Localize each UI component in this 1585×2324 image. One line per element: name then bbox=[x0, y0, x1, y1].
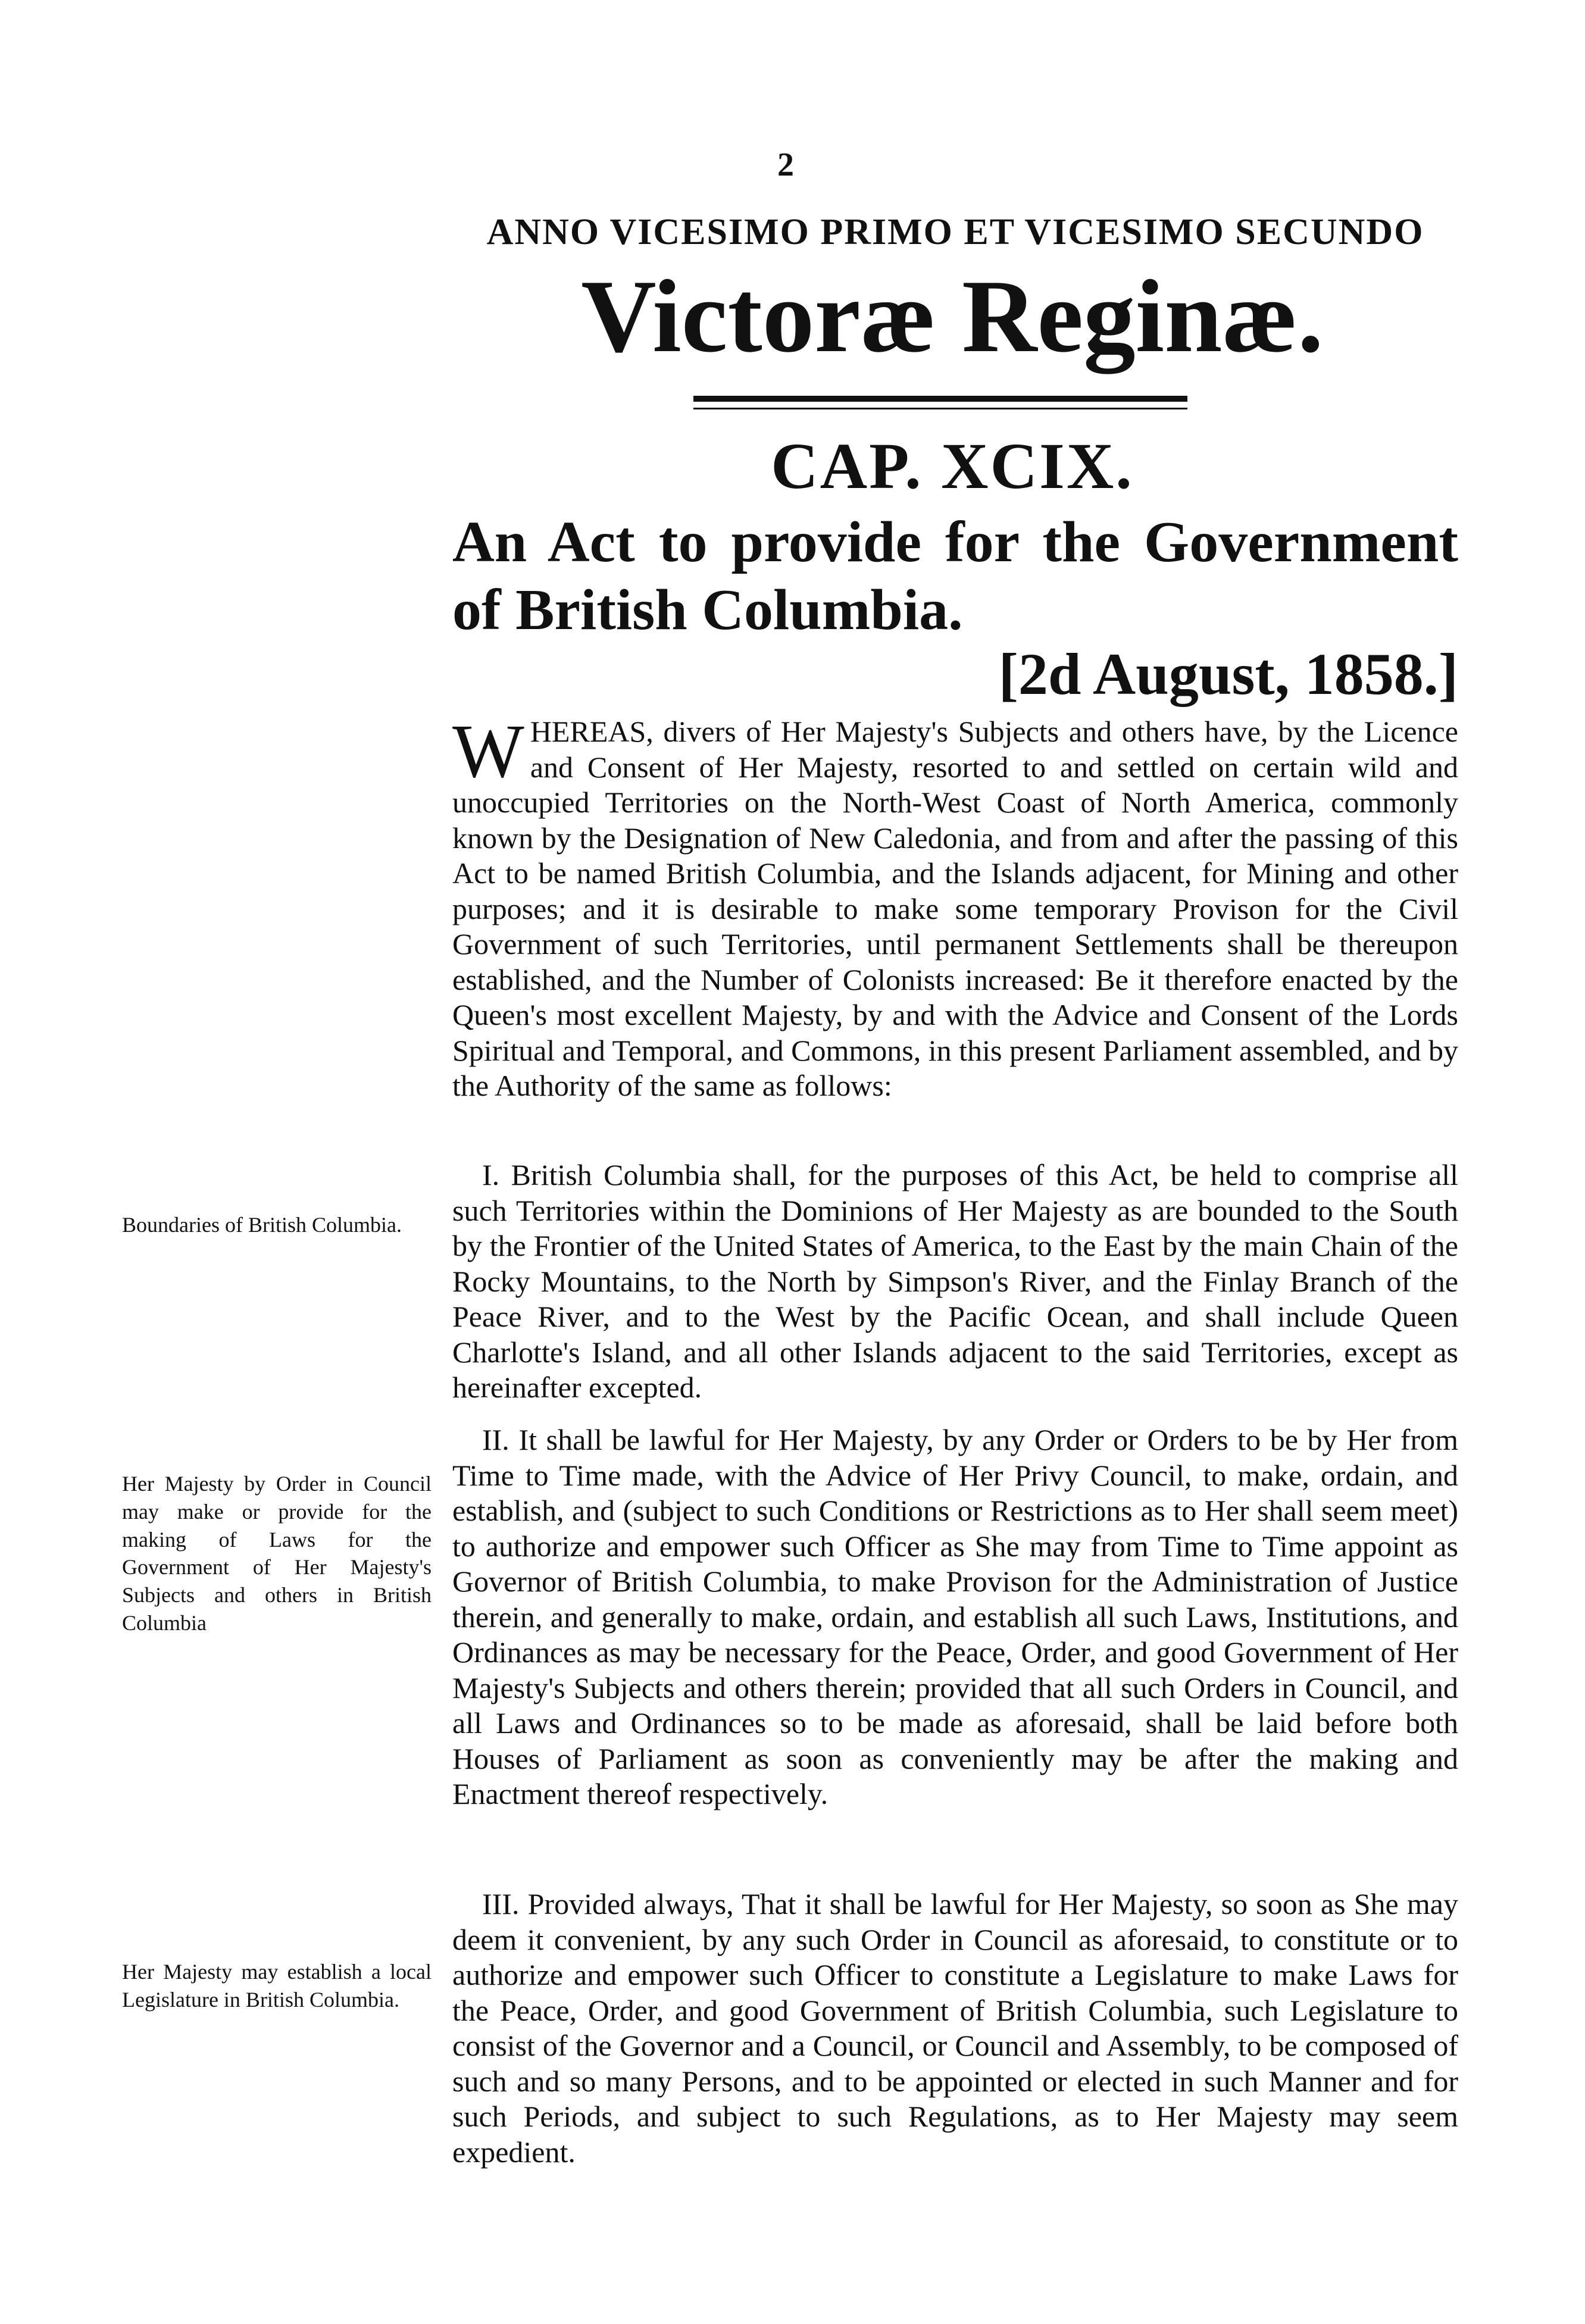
section-1 bbox=[452, 1158, 1458, 1406]
title-rule bbox=[693, 396, 1187, 402]
section-2-text: II. It shall be lawful for Her Majesty, by any Order or Orders to be by Her from Time to Time made, with the Advice of Her Privy Council, to make, ordain, and establish, and (subject to such Conditions or Restrictions as to Her shall seem meet) to authorize and empower such Officer as She may from Time to Time appoint as Governor of British Columbia, to make Provison for the Administration of Justice therein, and generally to make, ordain, and establish all such Laws, Institutions, and Ordinances as may be necessary for the Peace, Order, and good Government of Her Majesty's Subjects and others therein; provided that all such Orders in Council, and all Laws and Ordinances so to be made as aforesaid, shall be laid before both Houses of Parliament as soon as conveniently may be after the making and Enactment thereof respectively. bbox=[452, 1423, 1458, 1810]
page-number: 2 bbox=[777, 146, 794, 183]
section-2 bbox=[452, 1422, 1458, 1812]
title-rule-thin bbox=[693, 408, 1187, 409]
section-3 bbox=[452, 1887, 1458, 2170]
act-date: [2d August, 1858.] bbox=[998, 641, 1458, 707]
reign-title: Victoræ Reginæ. bbox=[581, 258, 1324, 374]
act-title: An Act to provide for the Government of British Columbia. bbox=[452, 510, 1458, 642]
regnal-year-heading: ANNO VICESIMO PRIMO ET VICESIMO SECUNDO bbox=[486, 212, 1424, 252]
margin-note-order-in-council: Her Majesty by Order in Council may make or provide for the making of Laws for the Government of Her Majesty's Subjects and others in British Columbia bbox=[122, 1472, 432, 1635]
section-1-text: I. British Columbia shall, for the purposes of this Act, be held to comprise all such Territories within the Dominions of Her Majesty as are bounded to the South by the Frontier of the United States of America, to the East by the main Chain of the Rocky Mountains, to the North by Simpson's River, and the Finlay Branch of the Peace River, and to the West by the Pacific Ocean, and shall include Queen Charlotte's Island, and all other Islands adjacent to the said Territories, except as hereinafter excepted. bbox=[452, 1158, 1458, 1404]
margin-note-boundaries: Boundaries of British Columbia. bbox=[122, 1213, 402, 1237]
preamble-text: HEREAS, divers of Her Majesty's Subjects and others have, by the Licence and Consent of Her Majesty, resorted to and settled on certain wild and unoccupied Territories on the North-West Coast of North America, commonly known by the Designation of New Caledonia, and from and after the passing of this Act to be named British Columbia, and the Islands adjacent, for Mining and other purposes; and it is desirable to make some temporary Provison for the Civil Government of such Territories, until permanent Settlements shall be thereupon established, and the Number of Colonists increased: Be it therefore enacted by the Queen's most excellent Majesty, by and with the Advice and Consent of the Lords Spiritual and Temporal, and Commons, in this present Parliament assembled, and by the Authority of the same as follows: bbox=[452, 715, 1458, 1102]
chapter-heading: CAP. XCIX. bbox=[771, 430, 1134, 502]
drop-capital: W bbox=[452, 709, 524, 793]
preamble-paragraph bbox=[452, 709, 1458, 1104]
margin-note-legislature: Her Majesty may establish a local Legislature in British Columbia. bbox=[122, 1960, 432, 2012]
section-3-text: III. Provided always, That it shall be lawful for Her Majesty, so soon as She may deem it convenient, by any such Order in Council as aforesaid, to constitute or to authorize and empower such Officer to constitute a Legislature to make Laws for the Peace, Order, and good Government of British Columbia, such Legislature to consist of the Governor and a Council, or Council and Assembly, to be composed of such and so many Persons, and to be appointed or elected in such Manner and for such Periods, and subject to such Regulations, as to Her Majesty may seem expedient. bbox=[452, 1887, 1458, 2169]
